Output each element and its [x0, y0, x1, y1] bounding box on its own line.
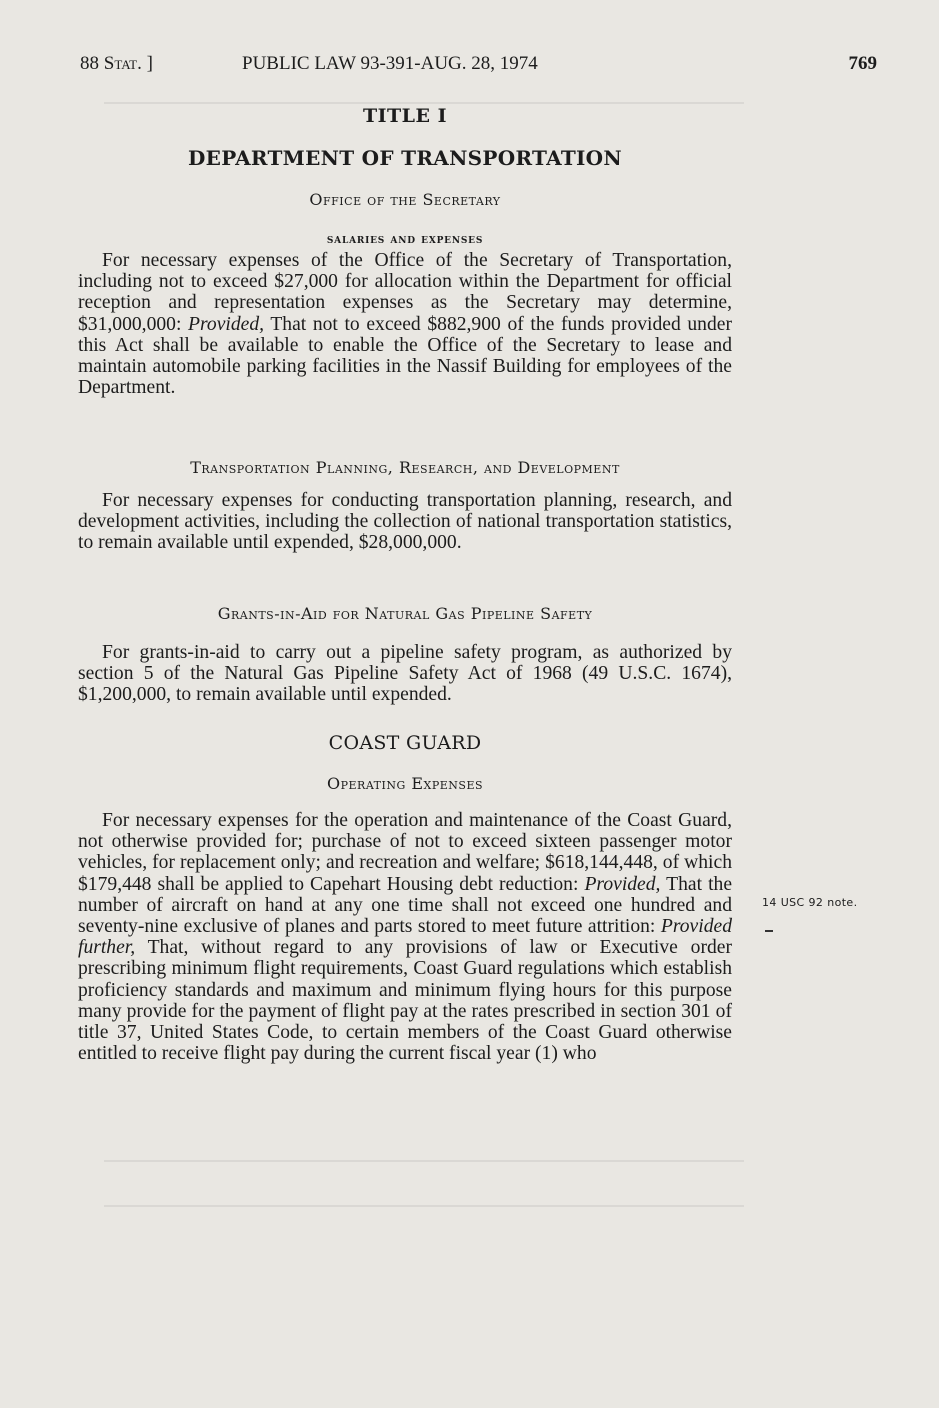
page-number: 769	[848, 53, 877, 74]
salaries-paragraph	[78, 250, 732, 398]
planning-paragraph: For necessary expenses for conducting transportation planning, research, and development activities, including the collection of national transportation statistics, to remain available until expended, $28,000,000.	[78, 490, 732, 554]
operating-text-b: That the number of aircraft on hand at any one time shall not exceed one hundred and seventy-nine exclusive of planes and parts stored to meet future attrition:	[78, 873, 733, 938]
provided-italic: Provided,	[584, 873, 661, 895]
title-heading: TITLE I	[362, 105, 447, 127]
operating-text-c: That, without regard to any provisions of law or Executive order prescribing minimum flight requirements, Coast Guard regulations which establish proficiency standards and maximum and minimum flying hours for this purpose many provide for the payment of flight pay at the rates prescribed in section 301 of title 37, United States Code, to certain members of the Coast Guard otherwise entitled to receive flight pay during the current fiscal year (1) who	[78, 937, 732, 1065]
grants-paragraph: For grants-in-aid to carry out a pipeline safety program, as authorized by section 5 of the Natural Gas Pipeline Safety Act of 1968 (49 U.S.C. 1674), $1,200,000, to remain available until expended.	[78, 642, 732, 706]
salaries-heading: salaries and expenses	[326, 232, 484, 247]
department-heading: DEPARTMENT OF TRANSPORTATION	[188, 146, 622, 170]
statute-reference: 88 Stat. ]	[80, 53, 153, 74]
operating-paragraph	[78, 810, 732, 1064]
operating-expenses-heading: Operating Expenses	[326, 774, 484, 793]
bleed-through	[104, 1160, 744, 1162]
law-title: PUBLIC LAW 93-391-AUG. 28, 1974	[242, 53, 538, 74]
margin-dash	[765, 930, 773, 932]
planning-heading: Transportation Planning, Research, and Development	[190, 458, 620, 477]
coast-guard-heading: COAST GUARD	[328, 732, 482, 754]
bleed-through	[104, 1205, 744, 1207]
office-secretary-heading: Office of the Secretary	[309, 190, 501, 209]
salaries-text-b: That not to exceed $882,900 of the funds provided under this Act shall be available to enable the Office of the Secretary to lease and maintain automobile parking facilities in the Nassif Building for employees of the Department.	[78, 313, 732, 399]
margin-citation: 14 USC 92 note.	[762, 896, 858, 909]
provided-italic: Provided,	[188, 313, 265, 335]
grants-heading: Grants-in-Aid for Natural Gas Pipeline Safety	[217, 604, 593, 623]
provided-further-italic: Provided further,	[78, 916, 732, 959]
operating-text-a: For necessary expenses for the operation and maintenance of the Coast Guard, not otherwise provided for; purchase of not to exceed sixteen passenger motor vehicles, for replacement only; and recreation and welfare; $618,144,448, of which $179,448 shall be applied to Capehart Housing debt reduction:	[78, 810, 732, 895]
salaries-text-a: For necessary expenses of the Office of the Secretary of Transportation, including not to exceed $27,000 for allocation within the Department for official reception and representation expenses as the Secretary may determine, $31,000,000:	[78, 250, 732, 335]
running-header	[80, 53, 877, 81]
bleed-through	[104, 102, 744, 104]
